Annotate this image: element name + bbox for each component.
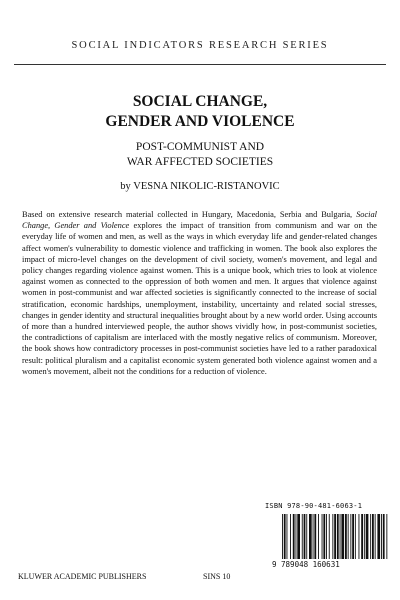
book-title [0, 92, 400, 132]
subtitle-line-2: WAR AFFECTED SOCIETIES [126, 156, 274, 168]
barcode-number: 9 789048 160631 [272, 560, 340, 568]
title-line-2: GENDER AND VIOLENCE [105, 113, 295, 130]
blurb-text-start: Based on extensive research material collected in Hungary, Macedonia, Serbia and Bulgaria, [22, 210, 357, 219]
barcode-bars [282, 514, 387, 564]
book-subtitle [0, 140, 400, 170]
series-number: SINS 10 [203, 572, 231, 581]
top-divider [14, 64, 386, 65]
title-line-1: SOCIAL CHANGE, [132, 93, 268, 110]
isbn-label: ISBN 978-90-481-6063-1 [265, 502, 363, 510]
blurb-text-rest: explores the impact of transition from communism and war on the everyday life of women and men, as well as the ways in which everyday life and gender-related changes affect women's vulnerability to domestic violence and trafficking in women. The book also explores the impact of micro-level changes on the development of civil society, women's movement, and legal and policy changes regarding violence against women. This is a unique book, which tries to look at violence against women as connected to the oppression of both women and men. It argues that violence against women in post-communist and war affected societies is significantly connected to the increase of social stratification, economic hardships, unemployment, instability, uncertainty and related social stresses, changes in gender identity and structural inequalities brought about by a new world order. Using accounts of more than a hundred interviewed people, the author shows vividly how, in post-communist societies, the contradictions of capitalism are interlaced with the mostly negative relics of communism. Moreover, the book shows how contradictory processes in post-communist societies have led to a rather paradoxical result: political pluralism and a capitalist economic system generated both violence against women and a women's movement, albeit not the conditions for a reduction of violence. [22, 221, 377, 376]
barcode-icon [272, 514, 390, 568]
publisher-name: KLUWER ACADEMIC PUBLISHERS [18, 572, 147, 581]
blurb-paragraph [22, 209, 377, 377]
blurb-italic-title: Social Change, Gender and Violence [22, 210, 377, 231]
series-heading: SOCIAL INDICATORS RESEARCH SERIES [71, 40, 329, 51]
author-line: by VESNA NIKOLIC-RISTANOVIC [120, 181, 280, 192]
subtitle-line-1: POST-COMMUNIST AND [135, 141, 265, 153]
